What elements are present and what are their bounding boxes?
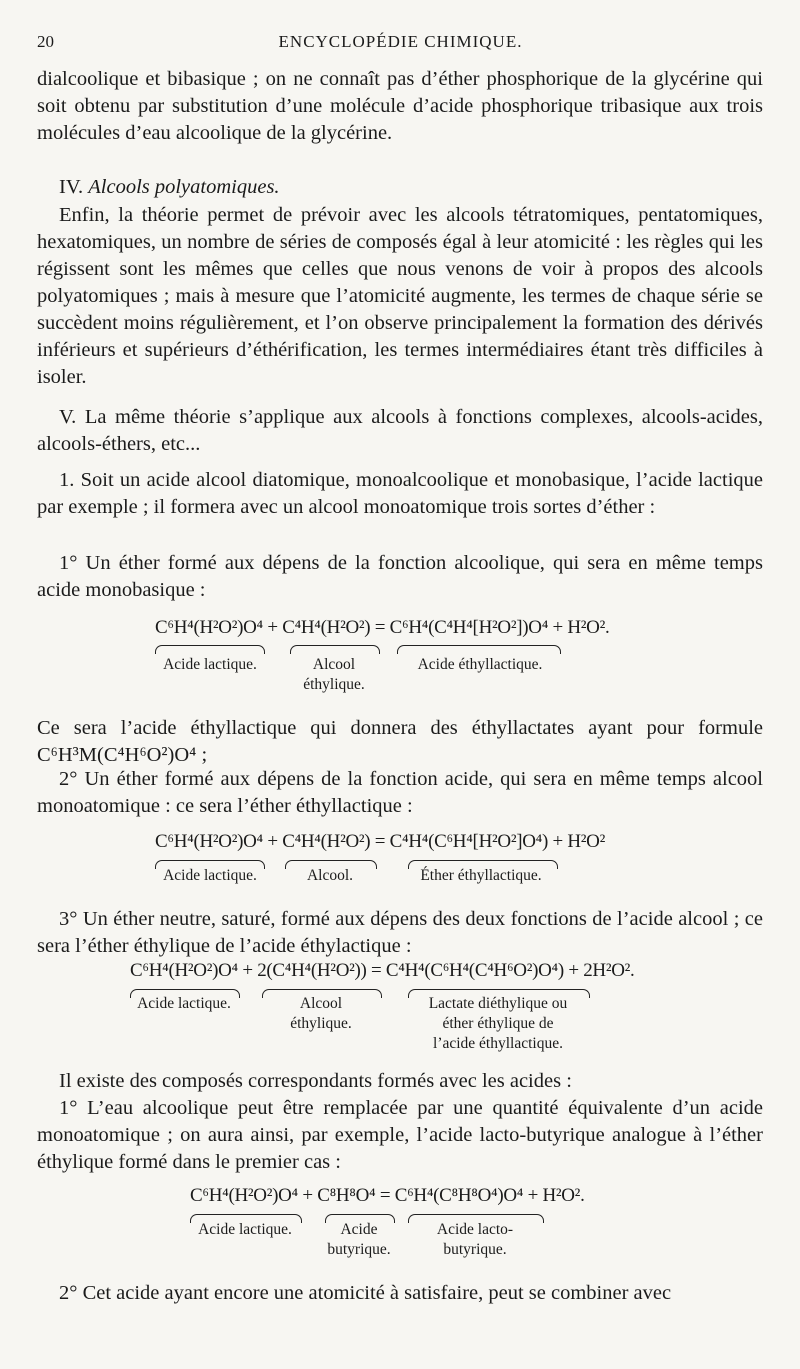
label-acide-lacto-butyrique: Acide lacto- butyrique. bbox=[436, 1221, 514, 1258]
label-alcool: Alcool. bbox=[306, 867, 354, 884]
formula-lacto-butyrique: C⁶H⁴(H²O²)O⁴ + C⁸H⁸O⁴ = C⁶H⁴(C⁸H⁸O⁴)O⁴ + H²O². bbox=[190, 1185, 585, 1206]
brace-2 bbox=[290, 645, 380, 654]
section-number: IV. bbox=[59, 176, 84, 198]
section-heading-iv bbox=[59, 176, 280, 199]
paragraph-theory: Enfin, la théorie permet de prévoir avec les alcools tétratomiques, pentatomiques, hexatomiques, un nombre de séries de composés égal à leur atomicité : les règles qui les régissent sont les mêmes que celles que nous venons de voir à propos des alcools polyatomiques ; mais à mesure que l’atomicité augmente, les termes de chaque série se succèdent moins régulièrement, et l’on observe principalement la formation des dérivés inférieurs et supérieurs d’éthérification, les termes intermédiaires étant très difficiles à isoler. bbox=[37, 204, 763, 388]
paragraph-acide-alcool: 1. Soit un acide alcool diatomique, monoalcoolique et monobasique, l’acide lactique par exemple ; il formera avec un alcool monoatomique trois sortes d’éther : bbox=[37, 469, 763, 518]
paragraph-eau-alcoolique: 1° L’eau alcoolique peut être remplacée par une quantité équivalente d’un acide monoatomique ; on aura ainsi, par exemple, l’acide lacto-butyrique analogue à l’éther éthylique formé dans le premier cas : bbox=[37, 1097, 763, 1173]
label-ether-ethyllactique: Éther éthyllactique. bbox=[420, 867, 542, 884]
label-acide-lactique-4: Acide lactique. bbox=[198, 1221, 292, 1238]
paragraph-v: V. La même théorie s’applique aux alcools à fonctions complexes, alcools-acides, alcools-éthers, etc... bbox=[37, 406, 763, 455]
paragraph-ethyllactates: Ce sera l’acide éthyllactique qui donnera des éthyllactates ayant pour formule C⁶H³M(C⁴H⁶O²)O⁴ ; bbox=[37, 717, 763, 766]
label-alcool-ethylique-3: Alcool éthylique. bbox=[290, 995, 352, 1032]
label-acide-lactique-2: Acide lactique. bbox=[163, 867, 257, 884]
label-alcool-ethylique: Alcool éthylique. bbox=[303, 656, 365, 693]
brace-1 bbox=[155, 645, 265, 654]
running-title: ENCYCLOPÉDIE CHIMIQUE. bbox=[278, 32, 523, 51]
paragraph-acides: Il existe des composés correspondants formés avec les acides : bbox=[59, 1070, 572, 1092]
paragraph-atomicite: 2° Cet acide ayant encore une atomicité à satisfaire, peut se combiner avec bbox=[59, 1282, 672, 1304]
paragraph-ether-2: 2° Un éther formé aux dépens de la fonction acide, qui sera en même temps alcool monoatomique : ce sera l’éther éthyllactique : bbox=[37, 768, 763, 817]
label-acide-ethyllactique: Acide éthyllactique. bbox=[417, 656, 543, 673]
label-acide-butyrique: Acide butyrique. bbox=[327, 1221, 391, 1258]
page-header bbox=[37, 32, 764, 58]
formula-ether-ethyllactique: C⁶H⁴(H²O²)O⁴ + C⁴H⁴(H²O²) = C⁴H⁴(C⁶H⁴[H²O²]O⁴) + H²O² bbox=[155, 831, 605, 852]
label-acide-lactique: Acide lactique. bbox=[163, 656, 257, 673]
formula-lactate-diethylique: C⁶H⁴(H²O²)O⁴ + 2(C⁴H⁴(H²O²)) = C⁴H⁴(C⁶H⁴(C⁴H⁶O²)O⁴) + 2H²O². bbox=[130, 960, 635, 981]
section-title: Alcools polyatomiques. bbox=[88, 176, 280, 198]
page-number: 20 bbox=[37, 32, 54, 51]
brace-3 bbox=[397, 645, 561, 654]
paragraph-glycerine: dialcoolique et bibasique ; on ne connaît pas d’éther phosphorique de la glycérine qui soit obtenu par substitution d’une molécule d’acide phosphorique tribasique aux trois molécules d’eau alcoolique de la glycérine. bbox=[37, 68, 763, 144]
formula-ethyllactique-acid: C⁶H⁴(H²O²)O⁴ + C⁴H⁴(H²O²) = C⁶H⁴(C⁴H⁴[H²O²])O⁴ + H²O². bbox=[155, 617, 610, 638]
label-lactate-diethylique: Lactate diéthylique ou éther éthylique de l’acide éthyllactique. bbox=[428, 995, 568, 1052]
label-acide-lactique-3: Acide lactique. bbox=[137, 995, 231, 1012]
paragraph-ether-3: 3° Un éther neutre, saturé, formé aux dépens des deux fonctions de l’acide alcool ; ce sera l’éther éthylique de l’acide éthylactique : bbox=[37, 908, 763, 957]
paragraph-ether-1: 1° Un éther formé aux dépens de la fonction alcoolique, qui sera en même temps acide monobasique : bbox=[37, 552, 763, 601]
